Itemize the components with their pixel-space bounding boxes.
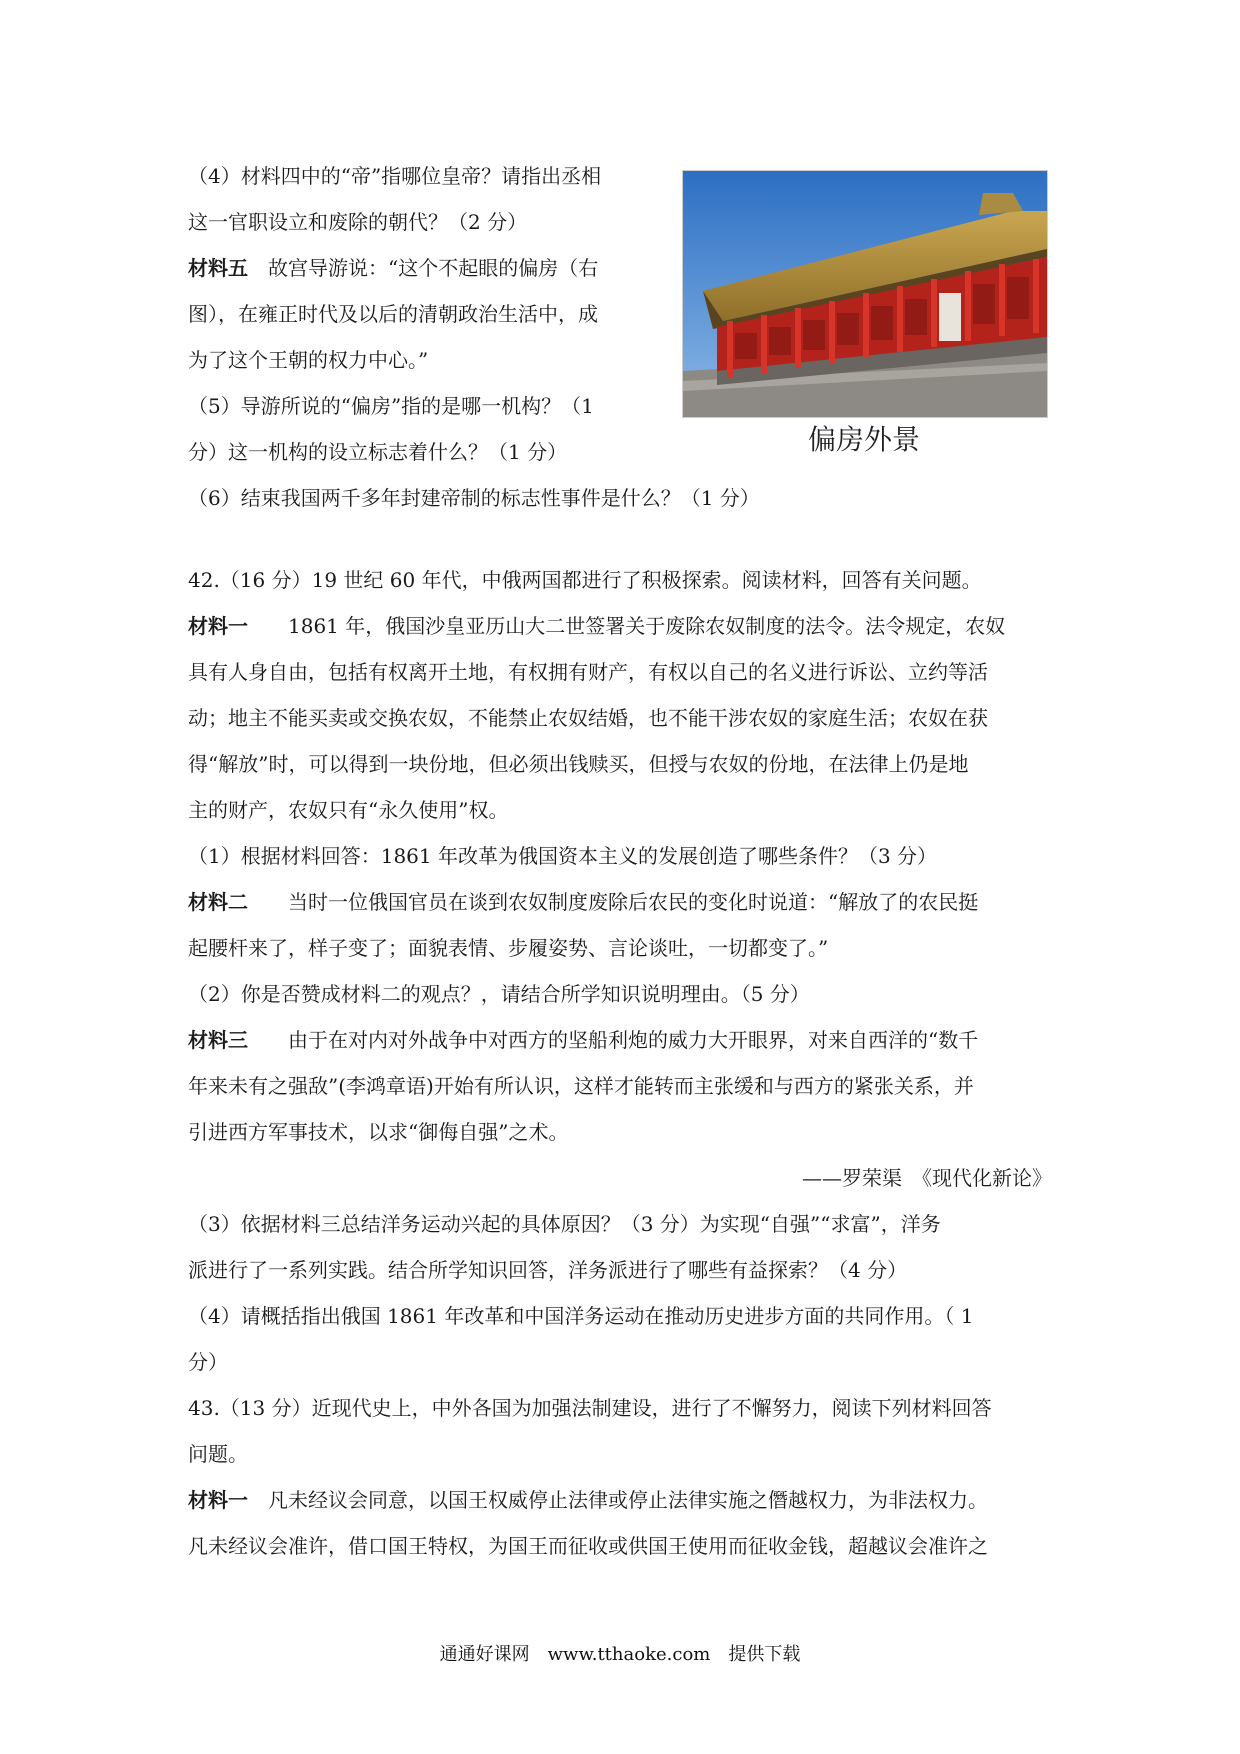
q43-intro-line2: 问题。 bbox=[188, 1442, 248, 1466]
q41-6: （6）结束我国两千多年封建帝制的标志性事件是什么？（1 分） bbox=[188, 486, 760, 510]
q42-question-4-line2: 分） bbox=[188, 1350, 228, 1374]
q42-material-1-line5: 主的财产，农奴只有“永久使用”权。 bbox=[188, 798, 509, 822]
side-building-photo bbox=[682, 170, 1048, 418]
material-5-line1: 材料五 故宫导游说：“这个不起眼的偏房（右 bbox=[188, 256, 599, 280]
q42-question-1: （1）根据材料回答：1861 年改革为俄国资本主义的发展创造了哪些条件？（3 分） bbox=[188, 844, 938, 868]
q42-question-3-line2: 派进行了一系列实践。结合所学知识回答，洋务派进行了哪些有益探索？（4 分） bbox=[188, 1258, 908, 1282]
material-5-line3: 为了这个王朝的权力中心。” bbox=[188, 348, 429, 372]
material-5-label: 材料五 bbox=[188, 256, 248, 280]
q42-question-2: （2）你是否赞成材料二的观点？，请结合所学知识说明理由。（5 分） bbox=[188, 982, 810, 1006]
photo-caption: 偏房外景 bbox=[807, 423, 920, 456]
page-footer: 通通好课网 www.tthaoke.com 提供下载 bbox=[439, 1644, 801, 1665]
q42-intro: 42.（16 分）19 世纪 60 年代，中俄两国都进行了积极探索。阅读材料，回答有关问题。 bbox=[188, 568, 982, 592]
q42-material-2-line2: 起腰杆来了，样子变了；面貌表情、步履姿势、言论谈吐，一切都变了。” bbox=[188, 936, 829, 960]
material-5-line2: 图），在雍正时代及以后的清朝政治生活中，成 bbox=[188, 302, 598, 326]
palace-building-illustration bbox=[683, 171, 1047, 417]
q42-question-4-line1: （4）请概括指出俄国 1861 年改革和中国洋务运动在推动历史进步方面的共同作用。（ 1 bbox=[188, 1304, 974, 1328]
q42-material-3-label: 材料三 bbox=[188, 1028, 248, 1052]
q42-material-1-line2: 具有人身自由，包括有权离开土地，有权拥有财产，有权以自己的名义进行诉讼、立约等活 bbox=[188, 660, 988, 684]
q41-4-line1: （4）材料四中的“帝”指哪位皇帝？请指出丞相 bbox=[188, 164, 602, 188]
q42-material-1-line1: 材料一 1861 年，俄国沙皇亚历山大二世签署关于废除农奴制度的法令。法令规定，农奴 bbox=[188, 614, 1006, 638]
q42-material-1-label: 材料一 bbox=[188, 614, 248, 638]
q41-5-line2: 分）这一机构的设立标志着什么？（1 分） bbox=[188, 440, 568, 464]
q42-material-1-line4: 得“解放”时，可以得到一块份地，但必须出钱赎买，但授与农奴的份地，在法律上仍是地 bbox=[188, 752, 969, 776]
q42-material-2-line1: 材料二 当时一位俄国官员在谈到农奴制度废除后农民的变化时说道：“解放了的农民挺 bbox=[188, 890, 979, 914]
q42-material-3-line2: 年来未有之强敌”(李鸿章语)开始有所认识，这样才能转而主张缓和与西方的紧张关系，并 bbox=[188, 1074, 974, 1098]
q42-material-3-source: ——罗荣渠 《现代化新论》 bbox=[802, 1166, 1052, 1190]
q42-material-2-label: 材料二 bbox=[188, 890, 248, 914]
q43-material-1-line1: 材料一 凡未经议会同意，以国王权威停止法律或停止法律实施之僭越权力，为非法权力。 bbox=[188, 1488, 988, 1512]
q42-material-3-line3: 引进西方军事技术，以求“御侮自强”之术。 bbox=[188, 1120, 569, 1144]
q43-material-1-line2: 凡未经议会准许，借口国王特权，为国王而征收或供国王使用而征收金钱，超越议会准许之 bbox=[188, 1534, 988, 1558]
q41-5-line1: （5）导游所说的“偏房”指的是哪一机构？（1 bbox=[188, 394, 594, 418]
q42-material-1-line3: 动；地主不能买卖或交换农奴，不能禁止农奴结婚，也不能干涉农奴的家庭生活；农奴在获 bbox=[188, 706, 988, 730]
q41-4-line2: 这一官职设立和废除的朝代？（2 分） bbox=[188, 210, 528, 234]
q42-material-3-line1: 材料三 由于在对内对外战争中对西方的坚船利炮的威力大开眼界，对来自西洋的“数千 bbox=[188, 1028, 979, 1052]
q42-question-3-line1: （3）依据材料三总结洋务运动兴起的具体原因？（3 分）为实现“自强”“求富”，洋务 bbox=[188, 1212, 941, 1236]
q43-intro-line1: 43.（13 分）近现代史上，中外各国为加强法制建设，进行了不懈努力，阅读下列材料回答 bbox=[188, 1396, 992, 1420]
q43-material-1-label: 材料一 bbox=[188, 1488, 248, 1512]
